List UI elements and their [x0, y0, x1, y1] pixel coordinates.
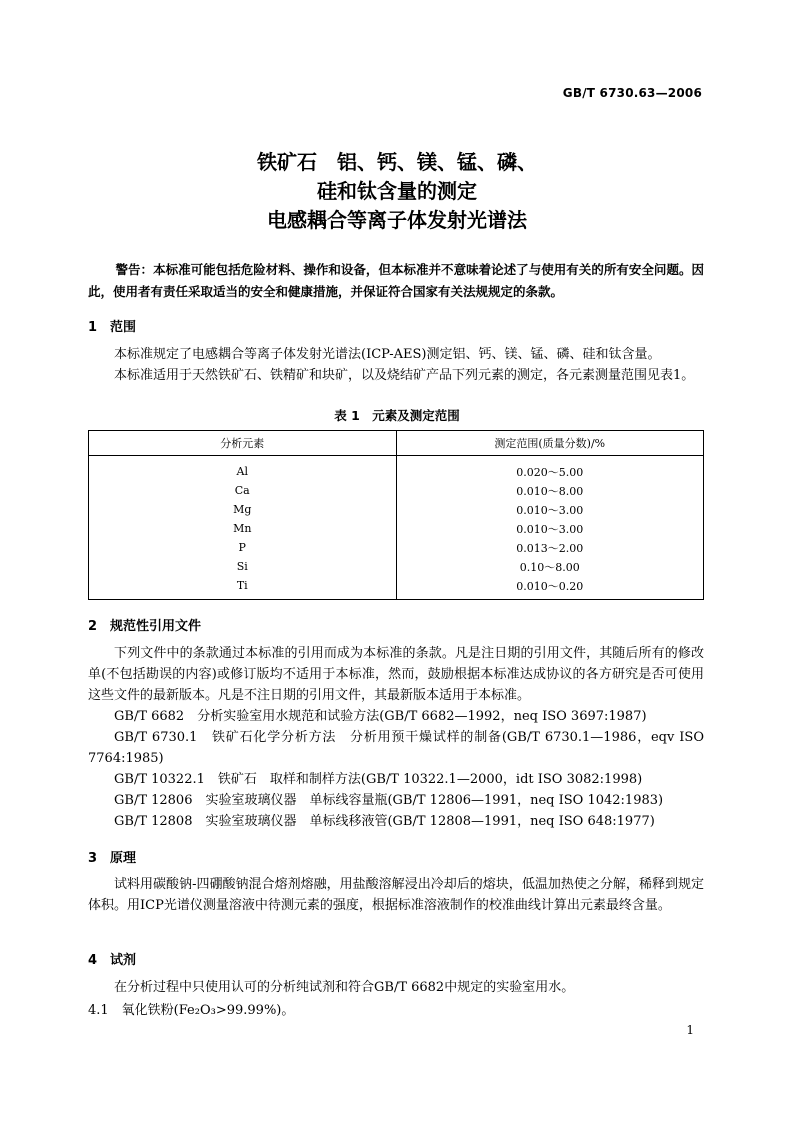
section-title: 原理: [110, 851, 137, 866]
column-header: 测定范围(质量分数)/%: [396, 431, 704, 456]
element-cell: Al: [89, 456, 397, 482]
document-title: [0, 148, 794, 235]
reference-item: GB/T 6682 分析实验室用水规范和试验方法(GB/T 6682—1992，neq ISO 3697:1987): [114, 709, 647, 724]
range-cell: 0.010～0.20: [396, 576, 704, 600]
subclause-4-1: 4.1 氧化铁粉(Fe₂O₃>99.99%)。: [88, 1003, 295, 1018]
section-2-body: [88, 643, 704, 832]
section-3-body: [88, 874, 704, 916]
section-1-body: [88, 344, 704, 386]
element-cell: Ca: [89, 481, 397, 500]
section-4-body: [88, 977, 704, 998]
paragraph: 本标准规定了电感耦合等离子体发射光谱法(ICP-AES)测定铝、钙、镁、锰、磷、硅和钛含量。: [114, 347, 661, 362]
element-cell: P: [89, 538, 397, 557]
range-cell: 0.010～8.00: [396, 481, 704, 500]
table-row: [89, 576, 704, 600]
range-cell: 0.10～8.00: [396, 557, 704, 576]
section-number: 2: [88, 619, 98, 634]
paragraph: 在分析过程中只使用认可的分析纯试剂和符合GB/T 6682中规定的实验室用水。: [114, 980, 575, 995]
table-caption: 表 1 元素及测定范围: [334, 408, 460, 423]
section-title: 规范性引用文件: [110, 619, 202, 634]
title-line-2: 硅和钛含量的测定: [317, 179, 477, 203]
section-title: 试剂: [110, 953, 137, 968]
table-row: [89, 456, 704, 482]
page-number: 1: [686, 1023, 694, 1037]
reference-item: GB/T 10322.1 铁矿石 取样和制样方法(GB/T 10322.1—2000，idt ISO 3082:1998): [114, 772, 643, 787]
column-header: 分析元素: [89, 431, 397, 456]
standard-number: GB/T 6730.63—2006: [562, 86, 702, 100]
warning-paragraph: 警告：本标准可能包括危险材料、操作和设备，但本标准并不意味着论述了与使用有关的所有安全问题。因此，使用者有责任采取适当的安全和健康措施，并保证符合国家有关法规规定的条款。: [88, 262, 704, 299]
range-cell: 0.010～3.00: [396, 519, 704, 538]
paragraph: 本标准适用于天然铁矿石、铁精矿和块矿，以及烧结矿产品下列元素的测定，各元素测量范围见表1。: [114, 368, 695, 383]
reference-item: GB/T 12806 实验室玻璃仪器 单标线容量瓶(GB/T 12806—1991，neq ISO 1042:1983): [114, 793, 664, 808]
elements-table: [88, 430, 704, 600]
section-4-heading: [88, 949, 136, 968]
paragraph: 下列文件中的条款通过本标准的引用而成为本标准的条款。凡是注日期的引用文件，其随后所有的修改单(不包括勘误的内容)或修订版均不适用于本标准，然而，鼓励根据本标准达成协议的各方研究是否可使用这些文件的最新版本。凡是不注日期的引用文件，其最新版本适用于本标准。: [88, 646, 704, 703]
section-1-heading: [88, 316, 136, 335]
table-header-row: [89, 431, 704, 456]
table-row: [89, 500, 704, 519]
element-cell: Mg: [89, 500, 397, 519]
range-cell: 0.020～5.00: [396, 456, 704, 482]
range-cell: 0.010～3.00: [396, 500, 704, 519]
paragraph: 试料用碳酸钠-四硼酸钠混合熔剂熔融，用盐酸溶解浸出冷却后的熔块，低温加热使之分解，稀释到规定体积。用ICP光谱仪测量溶液中待测元素的强度，根据标准溶液制作的校准曲线计算出元素最终含量。: [88, 877, 704, 913]
table-row: [89, 481, 704, 500]
section-title: 范围: [110, 320, 137, 335]
section-number: 4: [88, 953, 98, 968]
element-cell: Si: [89, 557, 397, 576]
section-2-heading: [88, 615, 201, 634]
table-row: [89, 519, 704, 538]
reference-item: GB/T 6730.1 铁矿石化学分析方法 分析用预干燥试样的制备(GB/T 6730.1—1986，eqv ISO 7764:1985): [88, 730, 704, 766]
section-number: 1: [88, 320, 98, 335]
element-cell: Mn: [89, 519, 397, 538]
table-row: [89, 538, 704, 557]
title-line-1: 铁矿石 铝、钙、镁、锰、磷、: [257, 150, 537, 174]
section-3-heading: [88, 847, 136, 866]
range-cell: 0.013～2.00: [396, 538, 704, 557]
title-line-3: 电感耦合等离子体发射光谱法: [267, 208, 527, 232]
section-number: 3: [88, 851, 98, 866]
table-row: [89, 557, 704, 576]
reference-item: GB/T 12808 实验室玻璃仪器 单标线移液管(GB/T 12808—1991，neq ISO 648:1977): [114, 814, 655, 829]
element-cell: Ti: [89, 576, 397, 600]
